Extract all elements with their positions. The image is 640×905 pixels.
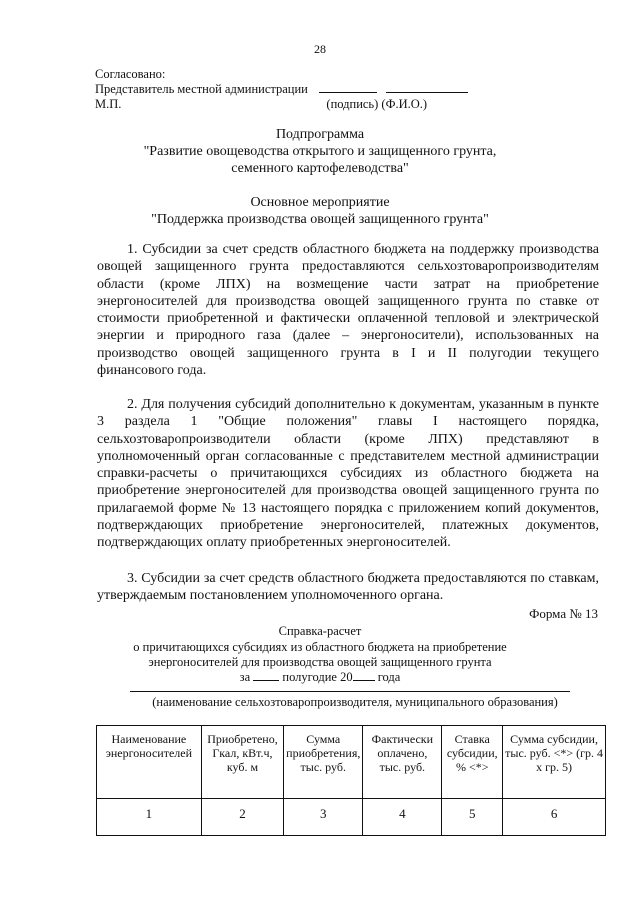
half-year-blank [253, 670, 279, 681]
col-number-3: 3 [284, 799, 363, 836]
name-blank [386, 82, 468, 93]
period-middle: полугодие 20 [282, 670, 353, 684]
col-number-2: 2 [201, 799, 283, 836]
header-rate: Ставка субсидии, % <*> [442, 726, 503, 799]
form-period [80, 670, 560, 685]
approval-representative: Представитель местной администрации [95, 82, 308, 96]
activity-label: Основное мероприятие [250, 195, 390, 210]
page-number: 28 [314, 42, 326, 56]
subprogram-title-line1: "Развитие овощеводства открытого и защищенного грунта, [143, 144, 497, 159]
period-suffix: года [377, 670, 401, 684]
approval-representative-row [95, 82, 468, 97]
col-number-5: 5 [442, 799, 503, 836]
col-number-4: 4 [363, 799, 442, 836]
subprogram-title-line2: семенного картофелеводства" [231, 161, 409, 176]
subprogram-label: Подпрограмма [275, 127, 365, 142]
approval-agreed: Согласовано: [95, 67, 166, 81]
approval-mp-row [95, 97, 468, 112]
header-paid: Фактически оплачено, тыс. руб. [363, 726, 442, 799]
producer-name-line [130, 691, 570, 692]
table-header-row [97, 726, 606, 799]
header-purchased: Приобретено, Гкал, кВт.ч, куб. м [201, 726, 283, 799]
approval-block [95, 67, 468, 112]
producer-name-caption: (наименование сельхозтоваропроизводителя, муниципального образования) [152, 695, 558, 709]
col-number-1: 1 [97, 799, 202, 836]
paragraph-3: 3. Субсидии за счет средств областного бюджета предоставляются по ставкам, утверждаемым постановлением уполномоченного органа. [97, 571, 599, 604]
period-prefix: за [239, 670, 251, 684]
header-subsidy-sum: Сумма субсидии, тыс. руб. <*> (гр. 4 x гр. 5) [503, 726, 606, 799]
year-blank [353, 670, 375, 681]
form-subtitle-line1: о причитающихся субсидиях из областного бюджета на приобретение [133, 640, 507, 654]
signature-caption: (подпись) (Ф.И.О.) [326, 97, 428, 111]
signature-blank [319, 82, 377, 93]
table-number-row [97, 799, 606, 836]
header-energy-name: Наименование энергоносителей [97, 726, 202, 799]
form-subtitle-line2: энергоносителей для производства овощей защищенного грунта [148, 655, 492, 669]
header-purchase-sum: Сумма приобретения, тыс. руб. [284, 726, 363, 799]
form-number: Форма № 13 [529, 606, 598, 621]
approval-mp: М.П. [95, 97, 122, 111]
col-number-6: 6 [503, 799, 606, 836]
form-title: Справка-расчет [278, 624, 362, 638]
calculation-table [96, 725, 606, 836]
paragraph-1: 1. Субсидии за счет средств областного бюджета на поддержку производства овощей защищенного грунта предоставляются сельхозтоваропроизводителям области (кроме ЛПХ) на возмещение части затрат на приобретение энергоносителей для производства овощей защищенного грунта по ставке от стоимости приобретенной и фактически оплаченной тепловой и электрической энергии и природного газа (далее – энергоносители), использованных на производство овощей защищенного грунта в I и II полугодии текущего финансового года. [97, 242, 599, 379]
activity-title: "Поддержка производства овощей защищенного грунта" [151, 212, 489, 227]
paragraph-2: 2. Для получения субсидий дополнительно к документам, указанным в пункте 3 раздела 1 "Общие положения" главы I настоящего порядка, сельхозтоваропроизводители области (кроме ЛПХ) представляют в уполномоченный орган согласованные с представителем местной администрации справки-расчеты о причитающихся субсидиях из областного бюджета на приобретение энергоносителей для производства овощей защищенного грунта по прилагаемой форме № 13 настоящего порядка с приложением копий документов, подтверждающих приобретение энергоносителей, платежных документов, подтверждающих оплату приобретенных энергоносителей. [97, 397, 599, 551]
